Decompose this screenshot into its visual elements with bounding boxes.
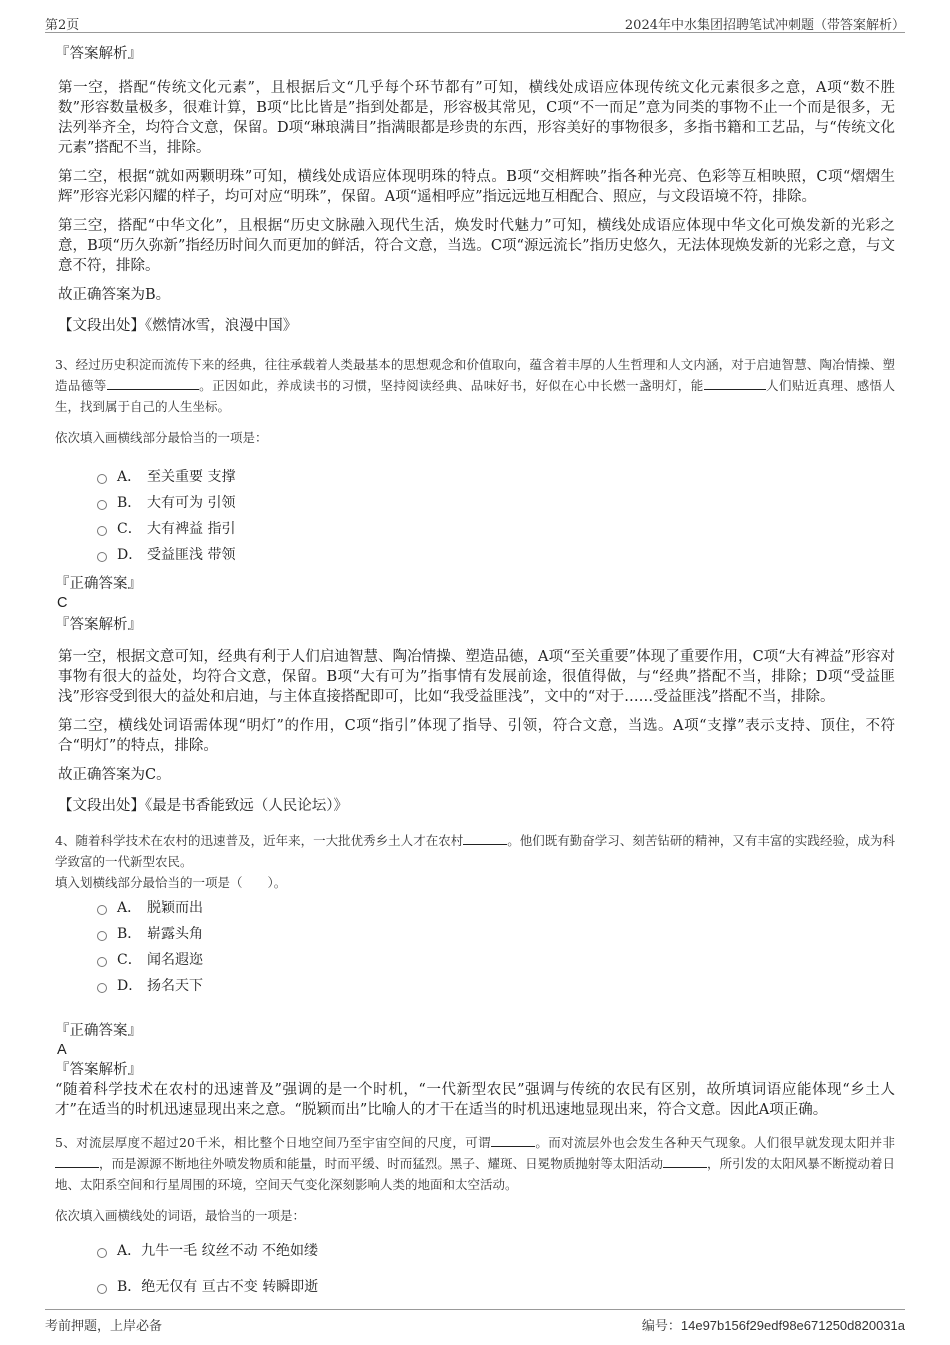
q2-source: 【文段出处】《燃情冰雪，浪漫中国》 bbox=[58, 318, 298, 334]
q5-option-a[interactable]: A． 九牛一毛 纹丝不动 不绝如缕 bbox=[97, 1238, 895, 1264]
radio-icon[interactable] bbox=[97, 905, 107, 915]
q4-option-c[interactable]: C． 闻名遐迩 bbox=[97, 947, 895, 973]
radio-icon[interactable] bbox=[97, 552, 107, 562]
q4-option-a[interactable]: A． 脱颖而出 bbox=[97, 895, 895, 921]
radio-icon[interactable] bbox=[97, 474, 107, 484]
q5-options bbox=[55, 1238, 895, 1300]
q3-options bbox=[55, 464, 895, 568]
q3-option-a[interactable]: A． 至关重要 支撑 bbox=[97, 464, 895, 490]
q4-blank bbox=[463, 832, 507, 845]
q3-analysis-p1: 第一空，根据文意可知，经典有利于人们启迪智慧、陶冶情操、塑造品德，A项“至关重要”体现了重要作用，C项“大有裨益”形容对事物有很大的益处，均符合文意，保留。B项“大有可为”指事情有发展前途，很值得做，与“经典”搭配不当，排除；D项“受益匪浅”形容受到很大的益处和启迪，与主体直接搭配即可，比如“我受益匪浅”，文中的“对于……受益匪浅”搭配不当，排除。 bbox=[58, 649, 895, 705]
q3-blank-2 bbox=[704, 377, 766, 390]
q4-option-d[interactable]: D． 扬名天下 bbox=[97, 973, 895, 999]
q3-option-d[interactable]: D． 受益匪浅 带领 bbox=[97, 542, 895, 568]
q5-stem-part4: ，所引发的太阳风暴不断搅动着日地、太阳系空间和行星周围的环境，空间天气变化深刻影响人类的地面和太空活动。 bbox=[55, 1156, 895, 1192]
q3-blank-1 bbox=[107, 377, 199, 390]
radio-icon[interactable] bbox=[97, 931, 107, 941]
q2-conclusion: 故正确答案为B。 bbox=[58, 287, 171, 303]
document-code bbox=[642, 1315, 905, 1334]
q4-option-b[interactable]: B． 崭露头角 bbox=[97, 921, 895, 947]
q3-answer: C bbox=[57, 595, 68, 611]
q5-stem-part1: 5、对流层厚度不超过20千米，相比整个日地空间乃至宇宙空间的尺度，可谓 bbox=[55, 1135, 491, 1150]
q4-answer-label: 『正确答案』 bbox=[55, 1023, 142, 1039]
q2-analysis-p1: 第一空，搭配“传统文化元素”，且根据后文“几乎每个环节都有”可知，横线处成语应体现传统文化元素很多之意，A项“数不胜数”形容数量极多，很难计算，B项“比比皆是”指到处都是，形容极其常见，C项“不一而足”意为同类的事物不止一个而是很多，无法列举齐全，均符合文意，保留。D项“琳琅满目”指满眼都是珍贵的东西，形容美好的事物很多，多指书籍和工艺品，与“传统文化元素”搭配不当，排除。 bbox=[58, 80, 895, 156]
q2-analysis-p3: 第三空，搭配“中华文化”，且根据“历史文脉融入现代生活，焕发时代魅力”可知，横线处成语应体现中华文化可焕发新的光彩之意，B项“历久弥新”指经历时间久而更加的鲜活，符合文意，当选。C项“源远流长”指历史悠久，无法体现焕发新的光彩之意，与文意不符，排除。 bbox=[58, 218, 895, 274]
radio-icon[interactable] bbox=[97, 1248, 107, 1258]
page-content bbox=[55, 44, 895, 1300]
code-label: 编号： bbox=[641, 1319, 681, 1334]
footer-slogan: 考前押题，上岸必备 bbox=[45, 1319, 163, 1334]
page-number: 第2页 bbox=[45, 18, 80, 33]
q5-blank-2 bbox=[55, 1155, 99, 1168]
q3-stem-part2: 。正因如此，养成读书的习惯，坚持阅读经典、品味好书，好似在心中长燃一盏明灯，能 bbox=[198, 378, 704, 393]
q4-answer: A bbox=[57, 1042, 67, 1058]
q3-option-c[interactable]: C． 大有裨益 指引 bbox=[97, 516, 895, 542]
q3-analysis-p2: 第二空，横线处词语需体现“明灯”的作用，C项“指引”体现了指导、引领，符合文意，当选。A项“支撑”表示支持、顶住，不符合“明灯”的特点，排除。 bbox=[58, 718, 895, 754]
q4-instruction: 填入划横线部分最恰当的一项是（ ）。 bbox=[55, 875, 287, 890]
q5-stem-part2: 。而对流层外也会发生各种天气现象。人们很早就发现太阳并非 bbox=[535, 1135, 895, 1150]
q3-option-b[interactable]: B． 大有可为 引领 bbox=[97, 490, 895, 516]
radio-icon[interactable] bbox=[97, 526, 107, 536]
radio-icon[interactable] bbox=[97, 983, 107, 993]
q5-instruction: 依次填入画横线处的词语，最恰当的一项是： bbox=[55, 1208, 306, 1223]
q5-stem bbox=[55, 1132, 895, 1195]
q4-options bbox=[55, 895, 895, 999]
q3-analysis-label: 『答案解析』 bbox=[55, 617, 142, 633]
radio-icon[interactable] bbox=[97, 1284, 107, 1294]
q3-instruction: 依次填入画横线部分最恰当的一项是： bbox=[55, 430, 268, 445]
q5-blank-3 bbox=[663, 1155, 707, 1168]
radio-icon[interactable] bbox=[97, 957, 107, 967]
q4-stem bbox=[55, 830, 895, 872]
q3-stem bbox=[55, 354, 895, 417]
page-footer bbox=[45, 1309, 905, 1334]
q4-analysis-label: 『答案解析』 bbox=[55, 1062, 142, 1078]
q4-stem-part1: 4、随着科学技术在农村的迅速普及，近年来，一大批优秀乡土人才在农村 bbox=[55, 833, 464, 848]
page-header bbox=[45, 12, 905, 33]
code-value: 14e97b156f29edf98e671250d820031a bbox=[680, 1318, 905, 1333]
document-title: 2024年中水集团招聘笔试冲刺题（带答案解析） bbox=[624, 18, 905, 33]
q4-analysis-p1: “随着科学技术在农村的迅速普及”强调的是一个时机，“一代新型农民”强调与传统的农民有区别，故所填词语应能体现“乡土人才”在适当的时机迅速显现出来之意。“脱颖而出”比喻人的才干在适当的时机迅速地显现出来，符合文意。因此A项正确。 bbox=[55, 1082, 895, 1118]
radio-icon[interactable] bbox=[97, 500, 107, 510]
q3-answer-label: 『正确答案』 bbox=[55, 576, 142, 592]
q5-stem-part3: ，而是源源不断地往外喷发物质和能量，时而平缓、时而猛烈。黑子、耀斑、日冕物质抛射等太阳活动 bbox=[99, 1156, 663, 1171]
q5-blank-1 bbox=[491, 1134, 535, 1147]
q3-source: 【文段出处】《最是书香能致远（人民论坛）》 bbox=[58, 798, 348, 814]
q2-analysis-label: 『答案解析』 bbox=[55, 46, 142, 62]
q3-stem-part3: 人们贴近真理、感悟人生，找到属于自己的人生坐标。 bbox=[55, 378, 895, 414]
q4-stem-part2: 。他们既有勤奋学习、刻苦钻研的精神，又有丰富的实践经验，成为科学致富的一代新型农民。 bbox=[55, 833, 895, 869]
q3-stem-part1: 3、经过历史积淀而流传下来的经典，往往承载着人类最基本的思想观念和价值取向，蕴含着丰厚的人生哲理和人文内涵，对于启迪智慧、陶冶情操、塑造品德等 bbox=[55, 357, 895, 393]
q3-conclusion: 故正确答案为C。 bbox=[58, 767, 171, 783]
q5-option-b[interactable]: B． 绝无仅有 亘古不变 转瞬即逝 bbox=[97, 1274, 895, 1300]
q2-analysis-p2: 第二空，根据“就如两颗明珠”可知，横线处成语应体现明珠的特点。B项“交相辉映”指各种光亮、色彩等互相映照，C项“熠熠生辉”形容光彩闪耀的样子，均可对应“明珠”，保留。A项“遥相呼应”指远远地互相配合、照应，与文段语境不符，排除。 bbox=[58, 169, 895, 205]
